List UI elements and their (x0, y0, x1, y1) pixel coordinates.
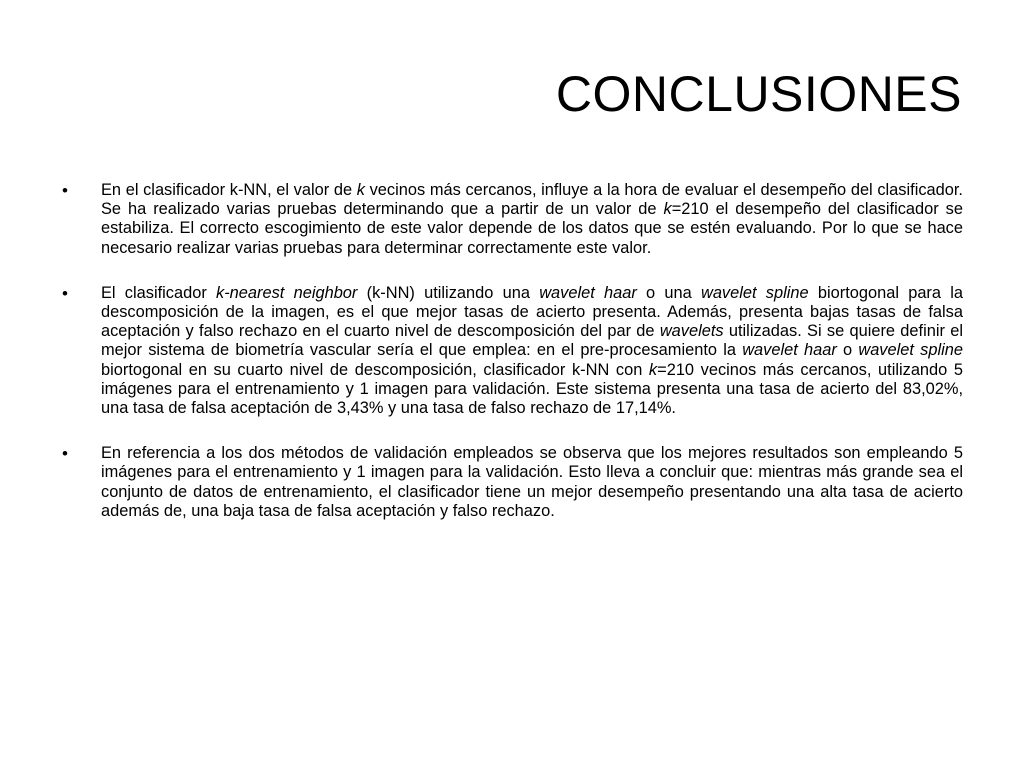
italic-term: k (663, 200, 672, 219)
bullet-item (62, 284, 963, 418)
italic-term: wavelet haar (742, 341, 837, 360)
bullet-text: En referencia a los dos métodos de validación empleados se observa que los mejores resultados son empleando 5 imágenes para el entrenamiento y 1 imagen para la validación. Esto lleva a concluir que: mientras más grande sea el conjunto de datos de entrenamiento, el clasificador tiene un mejor desempeño presentando una alta tasa de acierto además de, una baja tasa de falsa aceptación y falso rechazo. (101, 444, 963, 520)
bullet-dot-icon: • (62, 444, 68, 464)
bullet-item (62, 444, 963, 521)
bullet-item (62, 181, 963, 258)
bullet-text: El clasificador k-nearest neighbor (k-NN) utilizando una wavelet haar o una wavelet spline biortogonal para la descomposición de la imagen, es el que mejor tasas de acierto presenta. Además, presenta bajas tasas de falsa aceptación y falso rechazo en el cuarto nivel de descomposición del par de wavelets utilizadas. Si se quiere definir el mejor sistema de biometría vascular sería el que emplea: en el pre-procesamiento la wavelet haar o wavelet spline biortogonal en su cuarto nivel de descomposición, clasificador k-NN con k=210 vecinos más cercanos, utilizando 5 imágenes para el entrenamiento y 1 imagen para validación. Este sistema presenta una tasa de acierto del 83,02%, una tasa de falsa aceptación de 3,43% y una tasa de falso rechazo de 17,14%. (101, 283, 963, 418)
bullet-text: En el clasificador k-NN, el valor de k vecinos más cercanos, influye a la hora de evaluar el desempeño del clasificador. Se ha realizado varias pruebas determinando que a partir de un valor de k=210 el desempeño del clasificador se estabiliza. El correcto escogimiento de este valor depende de los datos que se estén evaluando. Por lo que se hace necesario realizar varias pruebas para determinar correctamente este valor. (101, 181, 963, 257)
bullet-dot-icon: • (62, 283, 68, 303)
italic-term: wavelet haar (539, 283, 637, 302)
italic-term: k (356, 181, 365, 199)
bullet-dot-icon: • (62, 181, 68, 200)
italic-term: k-nearest neighbor (216, 283, 358, 302)
bullet-list (62, 181, 963, 547)
italic-term: wavelet spline (858, 341, 963, 360)
slide-title: CONCLUSIONES (555, 66, 962, 122)
italic-term: wavelet spline (700, 283, 809, 302)
italic-term: k (648, 360, 658, 379)
italic-term: wavelets (659, 322, 724, 341)
